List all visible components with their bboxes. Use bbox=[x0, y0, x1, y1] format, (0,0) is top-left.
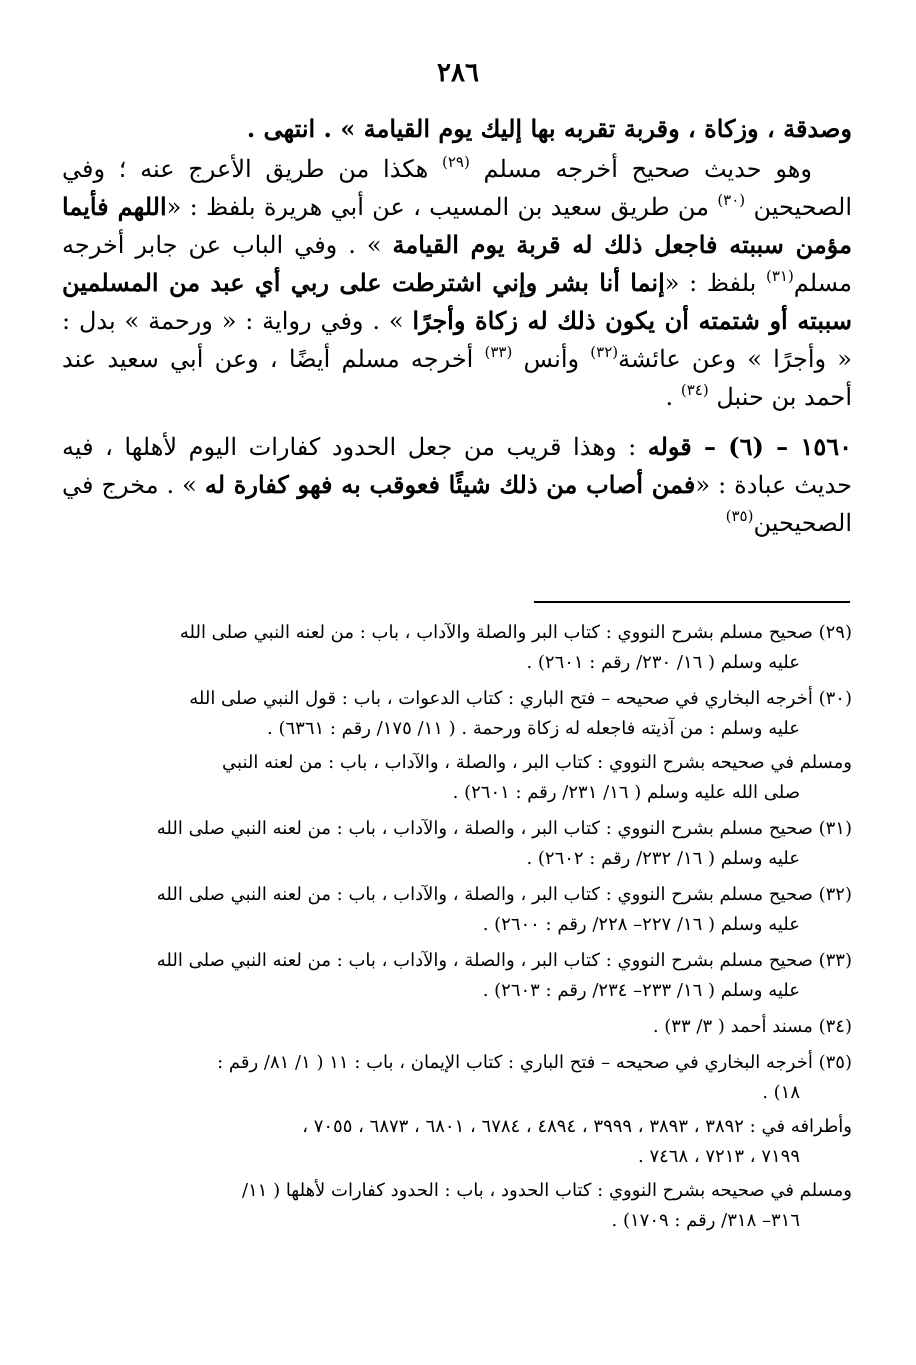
footnote-line: صحيح مسلم بشرح النووي : كتاب البر والصلة والآداب ، باب : من لعنه النبي صلى الله bbox=[179, 622, 813, 643]
text-segment: وأنس bbox=[523, 345, 580, 373]
footnote-31 bbox=[62, 814, 852, 874]
footnote-number: (٣٥) bbox=[818, 1052, 852, 1073]
text-segment: بلفظ : « bbox=[664, 269, 757, 297]
footnote-line: ٣١٦– ٣١٨/ رقم : ١٧٠٩) . bbox=[611, 1210, 800, 1231]
footnote-line: عليه وسلم ( ١٦/ ٢٣٣– ٢٣٤/ رقم : ٢٦٠٣) . bbox=[482, 980, 800, 1001]
footnote-line: ومسلم في صحيحه بشرح النووي : كتاب الحدود ، باب : الحدود كفارات لأهلها ( ١١/ bbox=[241, 1180, 852, 1201]
footnote-number: (٢٩) bbox=[818, 622, 852, 643]
footnote-line: صحيح مسلم بشرح النووي : كتاب البر ، والصلة ، والآداب ، باب : من لعنه النبي صلى الله bbox=[156, 818, 813, 839]
footnote-line: أخرجه البخاري في صحيحه – فتح الباري : كتاب الدعوات ، باب : قول النبي صلى الله bbox=[189, 688, 813, 709]
footnote-ref-29[interactable]: (٢٩) bbox=[441, 153, 470, 171]
footnotes bbox=[62, 618, 852, 1242]
footnote-line: صحيح مسلم بشرح النووي : كتاب البر ، والصلة ، والآداب ، باب : من لعنه النبي صلى الله bbox=[156, 884, 813, 905]
footnote-number: (٣١) bbox=[818, 818, 852, 839]
footnote-line: عليه وسلم ( ١٦/ ٢٢٧– ٢٢٨/ رقم : ٢٦٠٠) . bbox=[482, 914, 800, 935]
footnote-35 bbox=[62, 1048, 852, 1108]
footnote-line: صحيح مسلم بشرح النووي : كتاب البر ، والصلة ، والآداب ، باب : من لعنه النبي صلى الله bbox=[156, 950, 813, 971]
paragraph-hadith-sources bbox=[62, 150, 852, 416]
footnote-divider bbox=[534, 601, 850, 603]
footnote-35-parts bbox=[62, 1112, 852, 1172]
footnote-line: ٧١٩٩ ، ٧٢١٣ ، ٧٤٦٨ . bbox=[638, 1146, 800, 1167]
footnote-line: عليه وسلم : من آذيته فاجعله له زكاة ورحمة . ( ١١/ ١٧٥/ رقم : ٦٣٦١) . bbox=[267, 718, 800, 739]
text-segment: » . مخرج في الصحيحين bbox=[62, 471, 852, 537]
page-number: ٢٨٦ bbox=[437, 58, 479, 88]
footnote-line: عليه وسلم ( ١٦/ ٢٣٢/ رقم : ٢٦٠٢) . bbox=[526, 848, 800, 869]
footnote-line: ومسلم في صحيحه بشرح النووي : كتاب البر ، والصلة ، والآداب ، باب : من لعنه النبي bbox=[222, 752, 852, 773]
text-segment: . bbox=[665, 383, 674, 411]
footnote-32 bbox=[62, 880, 852, 940]
bold-quote-end: وصدقة ، وزكاة ، وقربة تقربه بها إليك يوم القيامة » . انتهى . bbox=[246, 114, 852, 143]
text-segment: : وهذا قريب من جعل الحدود كفارات اليوم لأهلها ، فيه حديث عبادة : « bbox=[62, 433, 852, 499]
footnote-35-muslim bbox=[62, 1176, 852, 1236]
footnote-ref-31[interactable]: (٣١) bbox=[765, 267, 794, 285]
footnote-line: مسند أحمد ( ٣/ ٣٣) . bbox=[652, 1016, 813, 1037]
footnote-number: (٣٣) bbox=[818, 950, 852, 971]
entry-heading: ١٥٦٠ – (٦) – قوله bbox=[647, 432, 852, 461]
text-segment: أخرجه مسلم أيضًا ، وعن أبي سعيد عند أحمد بن حنبل bbox=[62, 345, 852, 411]
footnote-line: عليه وسلم ( ١٦/ ٢٣٠/ رقم : ٢٦٠١) . bbox=[526, 652, 800, 673]
text-segment: » . وفي رواية : « ورحمة » بدل : « وأجرًا » وعن عائشة bbox=[62, 307, 852, 373]
footnote-34 bbox=[62, 1012, 852, 1042]
footnote-line: أخرجه البخاري في صحيحه – فتح الباري : كتاب الإيمان ، باب : ١١ ( ١/ ٨١/ رقم : bbox=[217, 1052, 813, 1073]
footnote-number: (٣٢) bbox=[818, 884, 852, 905]
text-segment: من طريق سعيد بن المسيب ، عن أبي هريرة بلفظ : « bbox=[166, 193, 710, 221]
footnote-number: (٣٠) bbox=[818, 688, 852, 709]
paragraph-entry-1560 bbox=[62, 428, 852, 542]
text-segment: هكذا من طريق الأعرج عنه ؛ وفي الصحيحين bbox=[62, 155, 852, 221]
bold-hadith-text: فمن أصاب من ذلك شيئًا فعوقب به فهو كفارة له bbox=[204, 470, 696, 499]
footnote-ref-33[interactable]: (٣٣) bbox=[484, 343, 513, 361]
footnote-number: (٣٤) bbox=[818, 1016, 852, 1037]
footnote-line: صلى الله عليه وسلم ( ١٦/ ٢٣١/ رقم : ٢٦٠١) . bbox=[452, 782, 800, 803]
paragraph-closing-quote bbox=[62, 110, 852, 148]
footnote-line: وأطرافه في : ٣٨٩٢ ، ٣٨٩٣ ، ٣٩٩٩ ، ٤٨٩٤ ، ٦٧٨٤ ، ٦٨٠١ ، ٦٨٧٣ ، ٧٠٥٥ ، bbox=[302, 1116, 852, 1137]
footnote-ref-34[interactable]: (٣٤) bbox=[680, 381, 709, 399]
footnote-30-continued bbox=[62, 748, 852, 808]
footnote-30 bbox=[62, 684, 852, 744]
text-segment: » . وفي الباب عن جابر أخرجه مسلم bbox=[62, 231, 852, 297]
bold-hadith-text: اللهم فأيما مؤمن سببته فاجعل ذلك له قربة يوم القيامة bbox=[62, 192, 853, 259]
footnote-29 bbox=[62, 618, 852, 678]
footnote-ref-35[interactable]: (٣٥) bbox=[725, 507, 754, 525]
footnote-ref-30[interactable]: (٣٠) bbox=[717, 191, 746, 209]
text-segment: وهو حديث صحيح أخرجه مسلم bbox=[483, 155, 812, 183]
bold-hadith-text: إنما أنا بشر وإني اشترطت على ربي أي عبد من المسلمين سببته أو شتمته أن يكون ذلك له زكاة وأجرًا bbox=[62, 268, 852, 335]
main-text bbox=[62, 110, 852, 542]
footnote-33 bbox=[62, 946, 852, 1006]
footnote-ref-32[interactable]: (٣٢) bbox=[590, 343, 619, 361]
footnote-line: ١٨) . bbox=[762, 1082, 800, 1103]
